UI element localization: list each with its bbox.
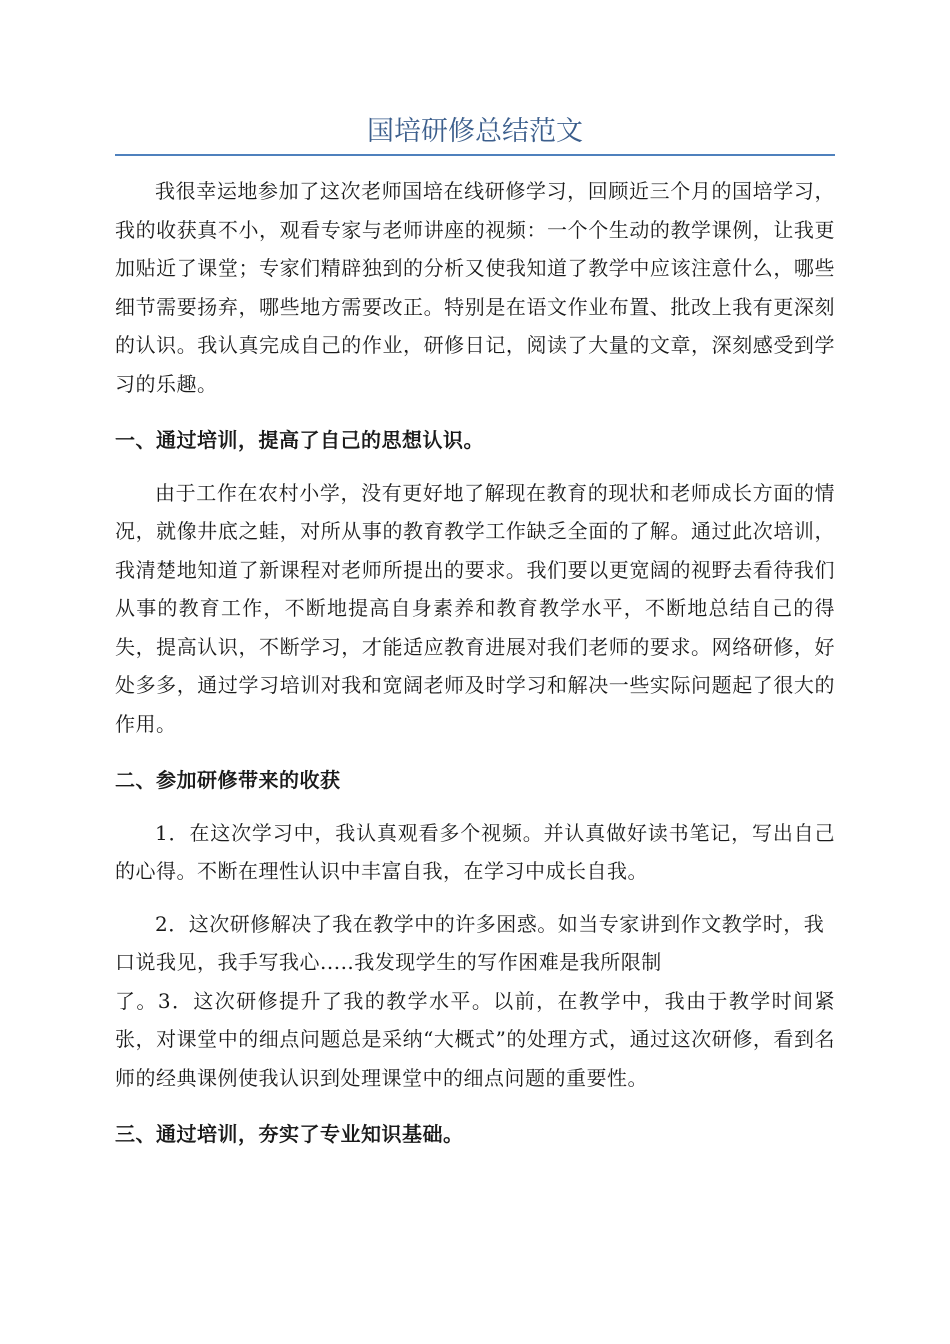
section-2-item-1: 1．在这次学习中，我认真观看多个视频。并认真做好读书笔记，写出自己的心得。不断在理性认识中丰富自我，在学习中成长自我。: [115, 820, 835, 883]
section-2-item-2-continued: 了。3．这次研修提升了我的教学水平。以前，在教学中，我由于教学时间紧张，对课堂中的细点问题总是采纳“大概式”的处理方式，通过这次研修，看到名师的经典课例使我认识到处理课堂中的细点问题的重要性。: [115, 988, 835, 1090]
section-1-heading: 一、通过培训，提高了自己的思想认识。: [115, 428, 484, 452]
title-underline: [115, 154, 835, 156]
section-2-item-2: 2．这次研修解决了我在教学中的许多困惑。如当专家讲到作文教学时，我口说我见，我手写我心.....我发现学生的写作困难是我所限制: [115, 911, 825, 974]
section-2-heading: 二、参加研修带来的收获: [115, 768, 341, 792]
document-body: [115, 172, 835, 1154]
document-title: 国培研修总结范文: [367, 116, 583, 147]
section-1-paragraph: 由于工作在农村小学，没有更好地了解现在教育的现状和老师成长方面的情况，就像井底之蛙，对所从事的教育教学工作缺乏全面的了解。通过此次培训，我清楚地知道了新课程对老师所提出的要求。我们要以更宽阔的视野去看待我们从事的教育工作，不断地提高自身素养和教育教学水平，不断地总结自己的得失，提高认识，不断学习，才能适应教育进展对我们老师的要求。网络研修，好处多多，通过学习培训对我和宽阔老师及时学习和解决一些实际问题起了很大的作用。: [115, 480, 835, 736]
section-3-heading: 三、通过培训，夯实了专业知识基础。: [115, 1122, 464, 1146]
intro-paragraph: 我很幸运地参加了这次老师国培在线研修学习，回顾近三个月的国培学习，我的收获真不小，观看专家与老师讲座的视频：一个个生动的教学课例，让我更加贴近了课堂；专家们精辟独到的分析又使我知道了教学中应该注意什么，哪些细节需要扬弃，哪些地方需要改正。特别是在语文作业布置、批改上我有更深刻的认识。我认真完成自己的作业，研修日记，阅读了大量的文章，深刻感受到学习的乐趣。: [115, 179, 835, 396]
